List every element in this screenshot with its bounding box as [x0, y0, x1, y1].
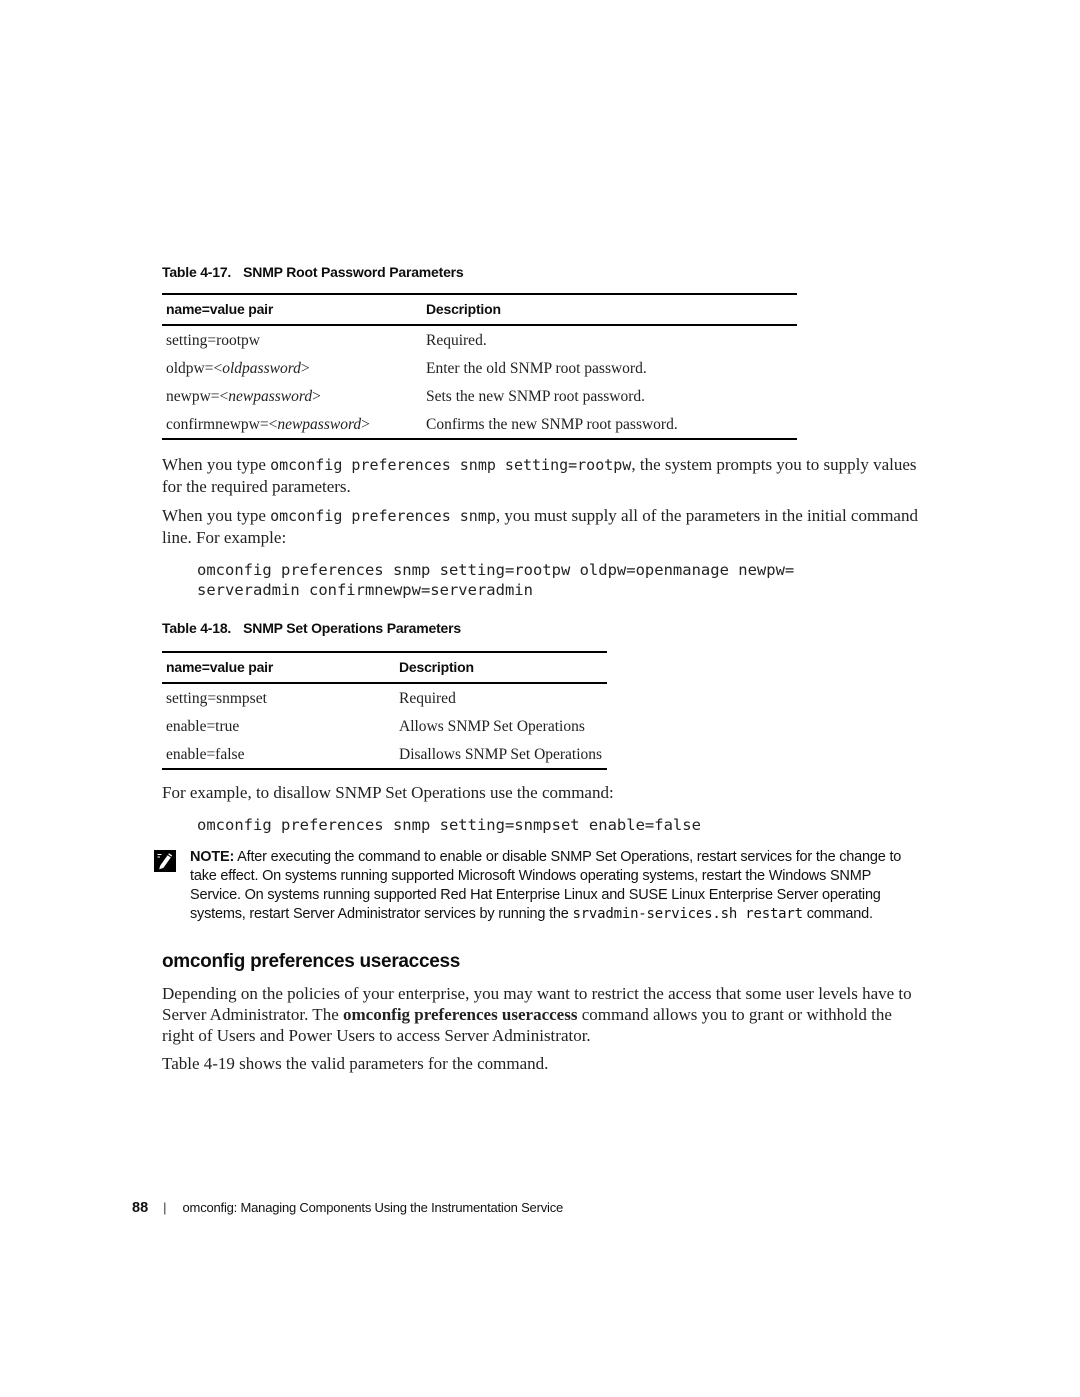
description-cell: Required.: [426, 332, 487, 349]
snmp-set-operations-parameters-table: [162, 651, 607, 770]
note-block: [154, 848, 920, 924]
snmp-root-password-parameters-table: [162, 293, 797, 440]
table-row: [162, 382, 797, 410]
inline-command-bold: omconfig preferences useraccess: [343, 1005, 578, 1024]
paragraph-initial-command: [162, 505, 920, 549]
inline-command: omconfig preferences snmp setting=rootpw: [270, 456, 632, 474]
footer-chapter-title: omconfig: Managing Components Using the Instrumentation Service: [182, 1200, 564, 1215]
param-text-post: >: [300, 360, 310, 377]
description-cell: Allows SNMP Set Operations: [399, 718, 585, 735]
table-header-row: [162, 652, 607, 683]
param-placeholder: oldpassword: [222, 360, 301, 377]
paragraph-text: , you must supply all of the parameters in the initial command line. For example:: [162, 506, 918, 547]
note-pencil-icon: [154, 850, 176, 872]
table-row: [162, 712, 607, 740]
param-cell: [162, 325, 422, 354]
param-placeholder: newpassword: [228, 388, 313, 405]
param-text: setting=rootpw: [166, 332, 260, 349]
paragraph-rootpw-prompt: [162, 454, 920, 498]
param-cell: [162, 382, 422, 410]
param-text-post: >: [312, 388, 321, 405]
table-row: [162, 683, 607, 712]
paragraph-text: When you type: [162, 506, 271, 525]
table-4-18-caption-label: Table 4-18.: [162, 620, 232, 636]
param-placeholder: newpassword: [277, 416, 362, 433]
param-text: confirmnewpw=<: [166, 416, 278, 433]
inline-command: srvadmin-services.sh restart: [572, 906, 803, 922]
note-text: [190, 848, 920, 924]
table-row: [162, 410, 797, 439]
paragraph-text: command allows you to grant or withhold the right of Users and Power Users to access Server Administrator.: [162, 1005, 892, 1045]
column-header-description: Description: [422, 294, 797, 325]
param-cell: [162, 354, 422, 382]
command-example-block: omconfig preferences snmp setting=snmpset enable=false: [197, 816, 701, 834]
column-header-name-value-pair: name=value pair: [162, 652, 395, 683]
param-cell: enable=false: [166, 746, 245, 763]
table-4-18-caption-title: SNMP Set Operations Parameters: [243, 620, 461, 636]
table-4-18-caption: [162, 620, 920, 637]
page-number: 88: [132, 1200, 149, 1216]
paragraph-text: When you type: [162, 455, 271, 474]
command-line: serveradmin confirmnewpw=serveradmin: [197, 581, 533, 599]
inline-command: omconfig preferences snmp: [270, 507, 496, 525]
param-cell: enable=true: [166, 718, 240, 735]
description-cell: Enter the old SNMP root password.: [426, 360, 647, 377]
table-row: [162, 740, 607, 769]
param-text: oldpw=<: [166, 360, 223, 377]
param-cell: [162, 410, 422, 439]
column-header-description: Description: [395, 652, 607, 683]
description-cell: Required: [399, 690, 456, 707]
paragraph-useraccess-description: [162, 983, 920, 1046]
page-content: [162, 264, 920, 1074]
note-body-text: After executing the command to enable or disable SNMP Set Operations, restart services for the change to take effect. On systems running supported Microsoft Windows operating systems, restart the Windows SNMP Service. On systems running supported Red Hat Enterprise Linux and SUSE Linux Enterprise Server operating systems, restart Server Administrator services by running the: [190, 849, 902, 922]
paragraph-text: , the system prompts you to supply values for the required parameters.: [162, 455, 917, 496]
page-footer: [132, 1200, 563, 1216]
param-cell: setting=snmpset: [166, 690, 267, 707]
param-text-post: >: [361, 416, 370, 433]
paragraph-disallow-example: For example, to disallow SNMP Set Operations use the command:: [162, 783, 614, 802]
note-body-text: command.: [802, 906, 873, 922]
table-row: [162, 325, 797, 354]
description-cell: Confirms the new SNMP root password.: [426, 416, 678, 433]
description-cell: Disallows SNMP Set Operations: [399, 746, 603, 763]
param-text: newpw=<: [166, 388, 229, 405]
paragraph-table-4-19-reference: Table 4-19 shows the valid parameters for the command.: [162, 1054, 549, 1073]
footer-divider: |: [163, 1200, 167, 1215]
note-label: NOTE:: [190, 849, 235, 865]
paragraph-text: Depending on the policies of your enterprise, you may want to restrict the access that some user levels have to Server Administrator. The: [162, 984, 912, 1024]
table-4-17-caption: [162, 264, 920, 281]
description-cell: Sets the new SNMP root password.: [426, 388, 646, 405]
section-heading-omconfig-preferences-useraccess: omconfig preferences useraccess: [162, 951, 461, 972]
command-line: omconfig preferences snmp setting=rootpw oldpw=openmanage newpw=: [197, 561, 795, 579]
table-4-17-caption-label: Table 4-17.: [162, 264, 232, 280]
column-header-name-value-pair: name=value pair: [162, 294, 422, 325]
command-example-block: [197, 560, 920, 600]
table-row: [162, 354, 797, 382]
table-4-17-caption-title: SNMP Root Password Parameters: [243, 264, 464, 280]
table-header-row: [162, 294, 797, 325]
